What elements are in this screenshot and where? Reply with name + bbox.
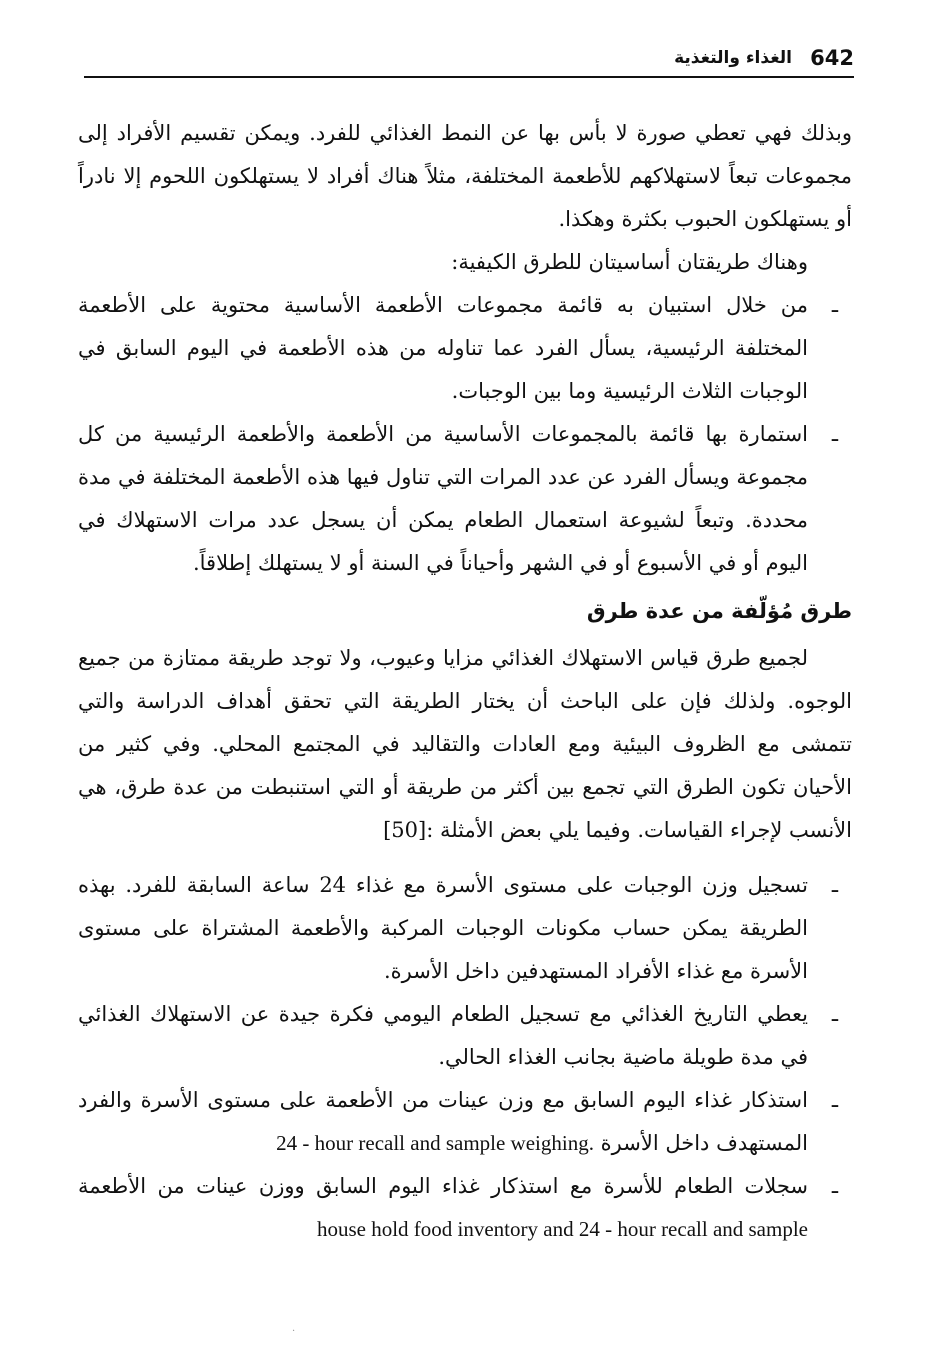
list-item-text: سجلات الطعام للأسرة مع استذكار غذاء اليوم السابق ووزن عينات من الأطعمة [78,1174,808,1198]
paragraph: وهناك طريقتان أساسيتان للطرق الكيفية: [451,250,808,274]
page-header [84,44,854,78]
list-item-text: يعطي التاريخ الغذائي مع تسجيل الطعام اليومي فكرة جيدة عن الاستهلاك الغذائي في مدة طويلة ماضية بجانب الغذاء الحالي. [78,1002,808,1069]
bullet-dash: ـ [831,293,838,317]
paragraph: وبذلك فهي تعطي صورة لا بأس بها عن النمط الغذائي للفرد. ويمكن تقسيم الأفراد إلى مجموعات تبعاً لاستهلاكهم للأطعمة المختلفة، مثلاً هناك أفراد لا يستهلكون اللحوم إلا نادراً أو يستهلكون الحبوب بكثرة وهكذا. [78,121,852,231]
bullet-dash: ـ [831,1002,838,1026]
page-number: 642 [810,46,854,70]
scan-mark: · [292,1326,296,1337]
list-item [78,1165,852,1251]
paragraph: لجميع طرق قياس الاستهلاك الغذائي مزايا وعيوب، ولا توجد طريقة ممتازة من جميع الوجوه. ولذلك فإن على الباحث أن يختار الطريقة التي تحقق أهداف الدراسة والتي تتمشى مع الظروف البيئية ومع العادات والتقاليد في المجتمع المحلي. وفي كثير من الأحيان تكون الطرق التي تجمع بين أكثر من طريقة أو التي استنبطت من عدة طرق، هي الأنسب لإجراء القياسات. وفيما يلي بعض الأمثلة :[50] [78,646,852,842]
header-rule [84,76,854,78]
list-item-text: استمارة بها قائمة بالمجموعات الأساسية من الأطعمة والأطعمة الرئيسية من كل مجموعة ويسأل الفرد عن عدد المرات التي تناول فيها هذه الأطعمة المختلفة في مدة محددة. وتبعاً لشيوعة استعمال الطعام يمكن أن يسجل عدد مرات الاستهلاك في اليوم أو في الأسبوع أو في الشهر وأحياناً في السنة أو لا يستهلك إطلاقاً. [78,422,808,575]
section-heading: طرق مُؤلّفة من عدة طرق [586,599,852,623]
list-item-text: من خلال استبيان به قائمة مجموعات الأطعمة الأساسية محتوية على الأطعمة المختلفة الرئيسية، يسأل الفرد عما تناوله من هذه الأطعمة في اليوم السابق في الوجبات الثلاث الرئيسية وما بين الوجبات. [78,293,808,403]
running-title: الغذاء والتغذية [674,48,792,68]
bullet-dash: ـ [831,1088,838,1112]
english-term: house hold food inventory and 24 - hour recall and sample [316,1217,808,1241]
list-item-text: استذكار غذاء اليوم السابق مع وزن عينات من الأطعمة على مستوى الأسرة والفرد المستهدف داخل الأسرة [78,1088,808,1155]
english-term: 24 - hour recall and sample weighing. [276,1131,594,1155]
bullet-dash: ـ [831,873,838,897]
spacer [78,852,852,864]
body-text [78,112,852,1251]
bullet-dash: ـ [831,1174,838,1198]
list-item [78,1079,852,1165]
bullet-dash: ـ [831,422,838,446]
list-item [78,864,852,993]
list-item-text: تسجيل وزن الوجبات على مستوى الأسرة مع غذاء 24 ساعة السابقة للفرد. بهذه الطريقة يمكن حساب مكونات الوجبات المركبة والأطعمة المشتراة على مستوى الأسرة مع غذاء الأفراد المستهدفين داخل الأسرة. [78,873,808,983]
list-item [78,413,852,585]
list-item [78,993,852,1079]
list-item [78,284,852,413]
